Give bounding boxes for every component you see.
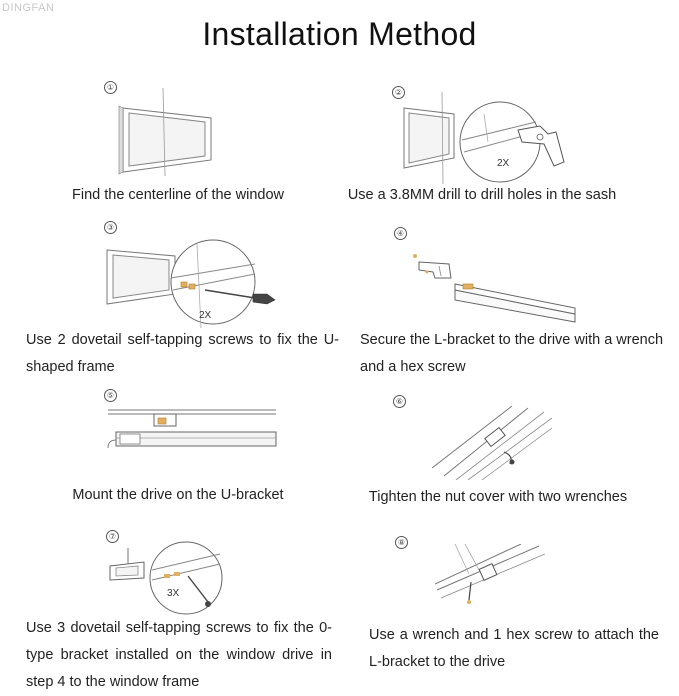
step-4-caption: Secure the L-bracket to the drive with a wrench and a hex screw (360, 332, 664, 375)
step-4-illustration (405, 244, 580, 326)
step-2-number: ② (392, 86, 405, 99)
step-8-number: ⑧ (395, 536, 408, 549)
step-3-illustration (105, 238, 285, 333)
step-3-number: ③ (104, 221, 117, 234)
step-6-illustration (432, 404, 552, 480)
step-8-caption: Use a wrench and 1 hex screw to attach the L-bracket to the drive (369, 627, 659, 670)
step-3-caption: Use 2 dovetail self-tapping screws to fix the U-shaped frame (26, 332, 339, 375)
step-7-number: ⑦ (106, 530, 119, 543)
step-1-number: ① (104, 81, 117, 94)
step-8-illustration (435, 544, 545, 610)
step-3-count-label: 2X (199, 310, 212, 321)
step-7-caption: Use 3 dovetail self-tapping screws to fix the 0-type bracket installed on the window drive in step 4 to the window frame (26, 620, 332, 690)
step-1-illustration (115, 88, 225, 176)
step-1-caption: Find the centerline of the window (72, 187, 284, 203)
step-6-number: ⑥ (393, 395, 406, 408)
step-7-illustration (108, 540, 228, 616)
step-5-caption: Mount the drive on the U-bracket (72, 487, 284, 503)
step-2-count-label: 2X (497, 158, 510, 169)
step-5-number: ⑤ (104, 389, 117, 402)
step-2-caption: Use a 3.8MM drill to drill holes in the sash (347, 187, 617, 203)
step-7-count-label: 3X (167, 588, 180, 599)
step-2-illustration (398, 92, 573, 184)
step-4-number: ④ (394, 227, 407, 240)
step-5-illustration (106, 404, 278, 454)
step-6-caption: Tighten the nut cover with two wrenches (368, 489, 628, 505)
watermark: DINGFAN (2, 2, 55, 14)
page-title: Installation Method (202, 16, 477, 52)
